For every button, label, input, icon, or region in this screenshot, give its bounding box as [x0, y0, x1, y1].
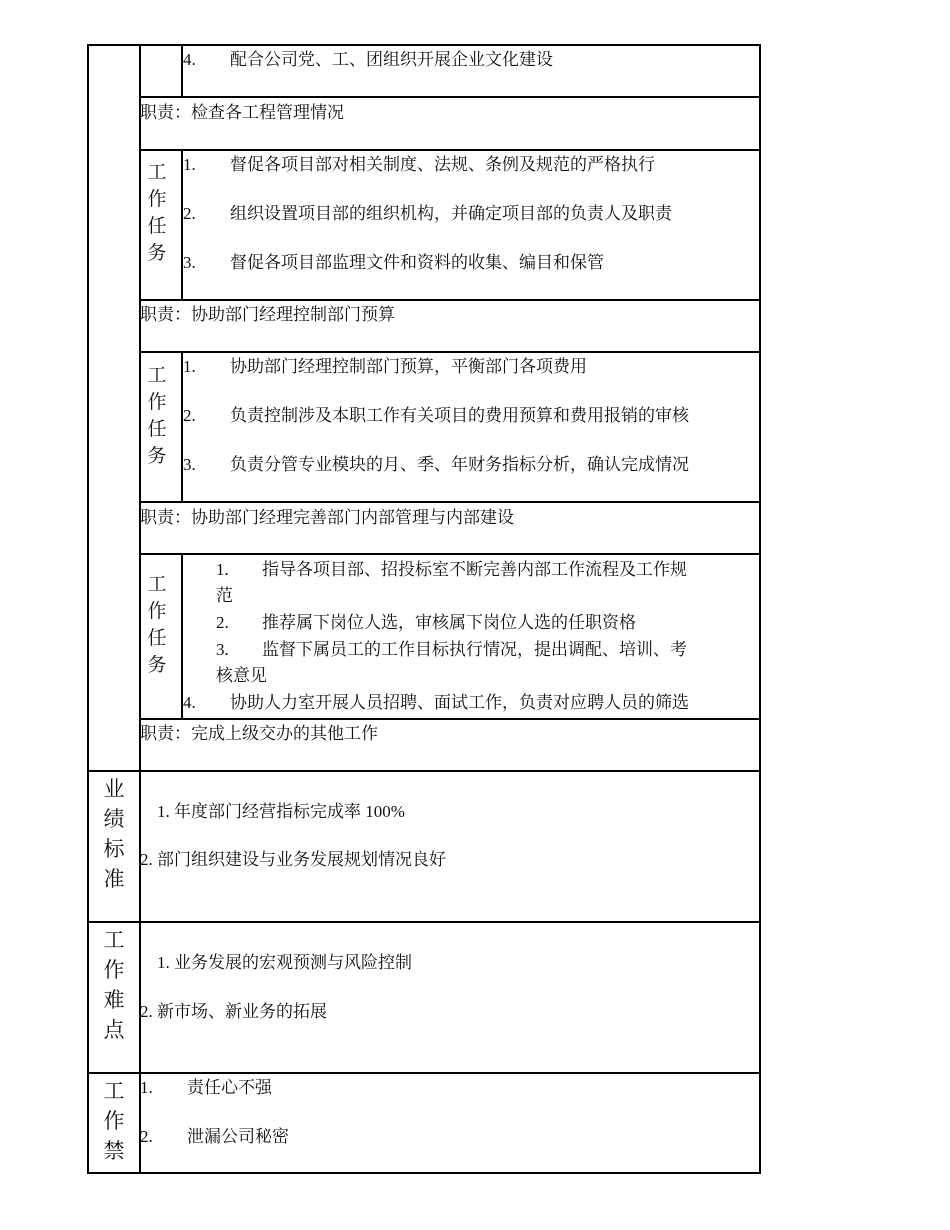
rule [87, 1072, 761, 1074]
prohibition-text: 责任心不强 [187, 1078, 272, 1097]
rule [87, 770, 761, 772]
tasks-label: 工 作 任 务 [147, 574, 167, 676]
task-text: 推荐属下岗位人选，审核属下岗位人选的任职资格 [262, 613, 636, 632]
task-text: 督促各项目部对相关制度、法规、条例及规范的严格执行 [230, 155, 655, 174]
task-number: 2. [183, 406, 196, 425]
task-text: 指导各项目部、招投标室不断完善内部工作流程及工作规 [262, 560, 687, 579]
performance-item: 1. 年度部门经营指标完成率 100% [157, 802, 405, 821]
rule [139, 149, 761, 151]
task-number: 4. [183, 50, 196, 69]
duty-text: 职责：协助部门经理完善部门内部管理与内部建设 [140, 508, 514, 527]
rule [139, 501, 761, 503]
performance-label: 业 绩 标 准 [103, 777, 125, 891]
task-text: 监督下属员工的工作目标执行情况，提出调配、培训、考 [262, 640, 687, 659]
duty-text: 职责：协助部门经理控制部门预算 [140, 305, 395, 324]
prohibition-text: 泄漏公司秘密 [187, 1127, 289, 1146]
task-text: 协助部门经理控制部门预算，平衡部门各项费用 [230, 357, 587, 376]
task-text: 协助人力室开展人员招聘、面试工作，负责对应聘人员的筛选 [230, 693, 689, 712]
prohibition-number: 1. [140, 1078, 153, 1097]
task-number: 1. [183, 155, 196, 174]
task-text: 组织设置项目部的组织机构，并确定项目部的负责人及职责 [230, 204, 672, 223]
rule [139, 718, 761, 720]
duty-text: 职责：检查各工程管理情况 [140, 103, 344, 122]
performance-item: 2. 部门组织建设与业务发展规划情况良好 [140, 850, 446, 869]
task-text: 督促各项目部监理文件和资料的收集、编目和保管 [230, 253, 604, 272]
rule [87, 44, 761, 46]
difficulty-item: 1. 业务发展的宏观预测与风险控制 [157, 953, 412, 972]
prohibition-number: 2. [140, 1127, 153, 1146]
task-number: 1. [183, 357, 196, 376]
rule [139, 96, 761, 98]
task-text: 负责分管专业模块的月、季、年财务指标分析，确认完成情况 [230, 455, 689, 474]
prohibitions-label: 工 作 禁 [103, 1079, 125, 1163]
task-text: 配合公司党、工、团组织开展企业文化建设 [230, 50, 553, 69]
rule [87, 1172, 761, 1174]
tasks-label: 工 作 任 务 [147, 365, 167, 467]
duty-text: 职责：完成上级交办的其他工作 [140, 724, 378, 743]
task-number: 2. [183, 204, 196, 223]
difficulty-item: 2. 新市场、新业务的拓展 [140, 1002, 327, 1021]
rule [139, 351, 761, 353]
task-number: 4. [183, 693, 196, 712]
task-number: 3. [183, 455, 196, 474]
rule [139, 553, 761, 555]
rule [87, 921, 761, 923]
rule [87, 44, 89, 1174]
task-number: 2. [216, 613, 229, 632]
rule [759, 44, 761, 1174]
task-text-continued: 核意见 [216, 666, 267, 685]
task-number: 1. [216, 560, 229, 579]
task-number: 3. [183, 253, 196, 272]
rule [139, 299, 761, 301]
task-text-continued: 范 [216, 586, 233, 605]
task-number: 3. [216, 640, 229, 659]
difficulty-label: 工 作 难 点 [103, 928, 125, 1042]
tasks-label: 工 作 任 务 [147, 162, 167, 264]
task-text: 负责控制涉及本职工作有关项目的费用预算和费用报销的审核 [230, 406, 689, 425]
